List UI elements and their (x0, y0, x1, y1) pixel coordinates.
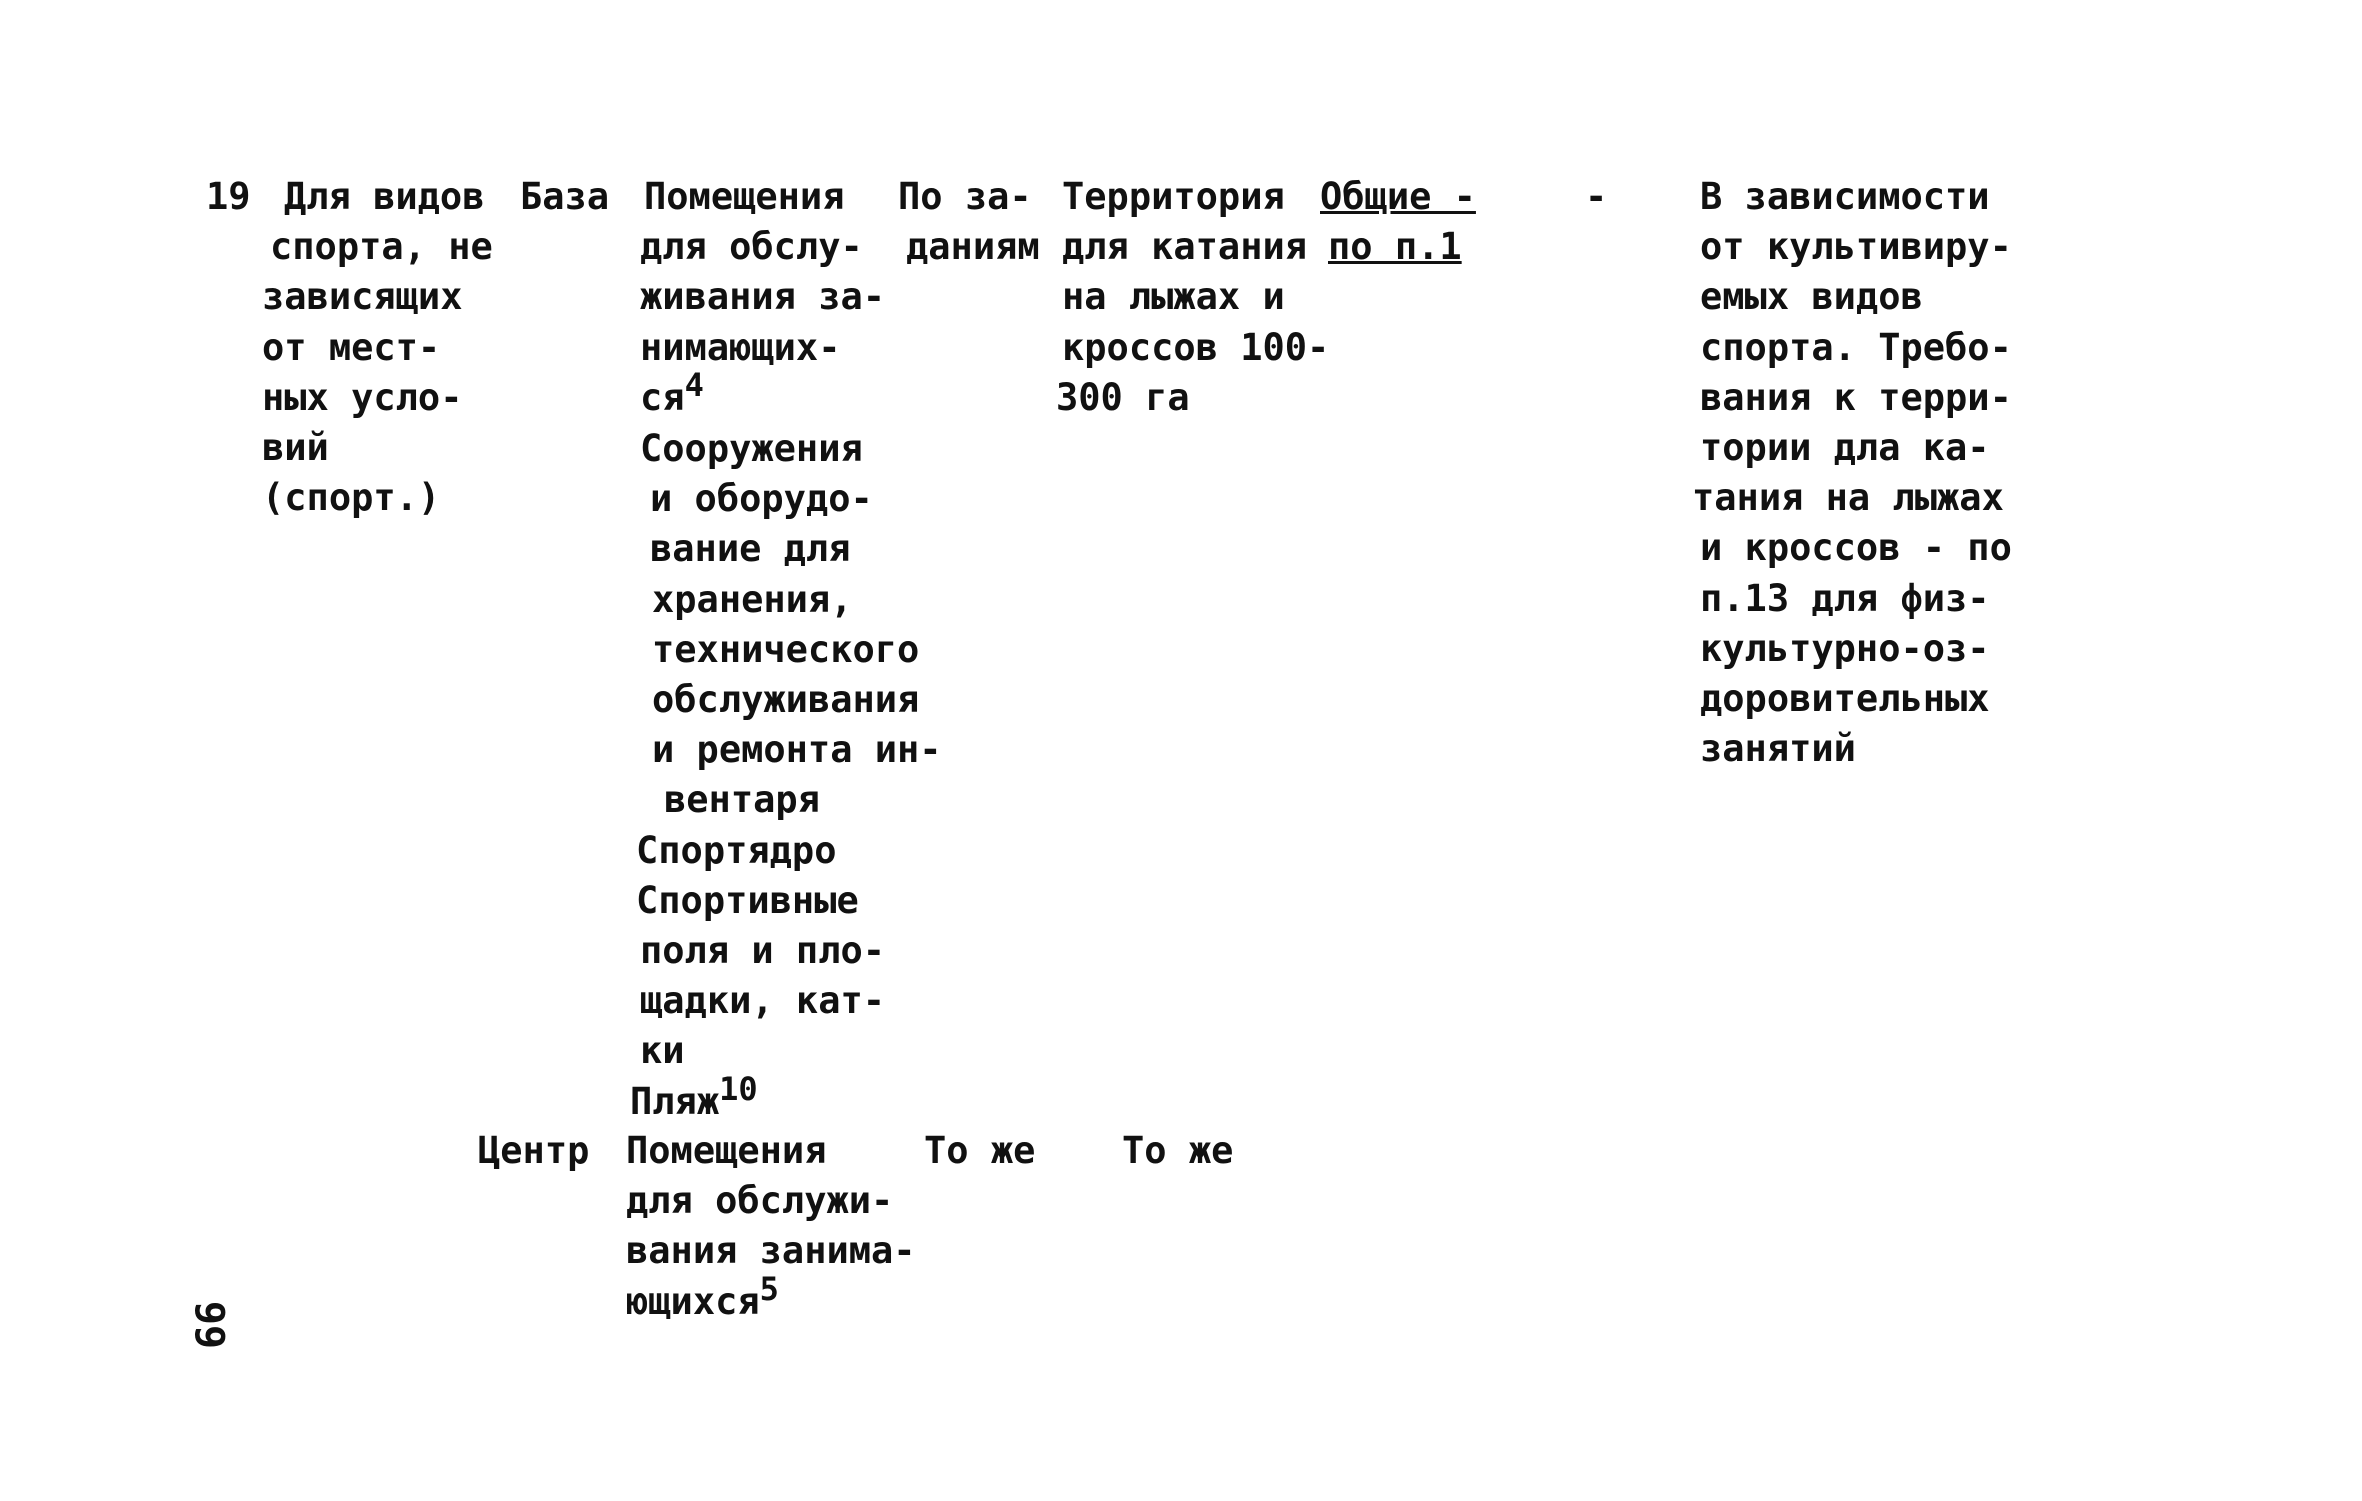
notes-line: и кроссов - по (1700, 526, 2012, 570)
page-number: 99 (186, 1300, 233, 1350)
objects-line: технического (652, 627, 920, 671)
centre-placement-text: То же (924, 1129, 1036, 1172)
footnote-marker: 5 (759, 1269, 779, 1308)
notes-column (1692, 172, 2012, 774)
objects-line (630, 1069, 942, 1128)
territory-line: 300 га (1056, 375, 1190, 419)
objects-word: Пляж (630, 1079, 720, 1123)
objects-line: вание для (650, 527, 851, 571)
objects-column (630, 172, 942, 1128)
centre-objects (626, 1126, 916, 1328)
placement-line: По за- (898, 175, 1032, 218)
objects-line: ки (640, 1029, 685, 1073)
placement-column (898, 172, 1040, 272)
notes-line: В зависимости (1700, 175, 1990, 218)
area-line (1320, 172, 1476, 222)
notes-line: вания к терри- (1700, 375, 2012, 419)
centre-territory (1122, 1126, 1233, 1176)
notes-line: емых видов (1700, 275, 1923, 319)
sport-type-line: от мест- (262, 325, 441, 369)
objects-line: поля и пло- (640, 929, 886, 973)
sport-type-line: вий (262, 426, 329, 470)
objects-line: живания за- (640, 275, 886, 319)
objects-line: Спортядро (636, 828, 837, 872)
centre-level-text: Центр (478, 1129, 590, 1172)
row-number-text: 19 (206, 175, 251, 218)
area-column (1320, 172, 1476, 272)
notes-line: спорта. Требо- (1700, 325, 2012, 369)
notes-line: тории дла ка- (1700, 426, 1990, 470)
footnote-marker: 4 (684, 365, 704, 404)
area-line (1328, 222, 1476, 272)
centre-objects-line (626, 1269, 916, 1328)
objects-line: Сооружения (640, 427, 863, 471)
centre-objects-word: ющихся (626, 1279, 760, 1323)
objects-line: нимающих- (640, 325, 841, 369)
centre-territory-text: То же (1122, 1129, 1234, 1172)
sport-type-line: Для видов (284, 175, 485, 218)
notes-line: занятий (1700, 727, 1856, 771)
objects-line: Спортивные (636, 878, 859, 922)
sport-type-line: ных усло- (262, 375, 463, 419)
centre-placement (924, 1126, 1035, 1176)
centre-objects-line: вания занима- (626, 1229, 916, 1273)
objects-line: и оборудо- (650, 477, 873, 521)
notes-line: от культивиру- (1700, 225, 2012, 269)
objects-line: щадки, кат- (640, 979, 886, 1023)
sport-type-line: зависящих (262, 275, 463, 319)
notes-line: п.13 для физ- (1700, 576, 1990, 620)
centre-level (478, 1126, 589, 1176)
centre-objects-line: для обслужи- (626, 1179, 894, 1223)
objects-line: Помещения (644, 175, 845, 218)
objects-word: ся (640, 375, 685, 419)
level-base: База (520, 175, 610, 218)
sport-type-line: спорта, не (270, 225, 493, 269)
objects-line (640, 365, 942, 424)
sport-type-column (262, 172, 493, 523)
dash-value: - (1585, 175, 1608, 218)
notes-line: тания на лыжах (1692, 476, 2004, 520)
territory-line: кроссов 100- (1062, 325, 1330, 369)
placement-line: даниям (906, 225, 1040, 269)
dash-column (1585, 172, 1607, 222)
sport-type-line: (спорт.) (262, 476, 441, 520)
footnote-marker: 10 (719, 1069, 758, 1108)
objects-line: и ремонта ин- (652, 728, 942, 772)
territory-line: Территория (1062, 175, 1285, 218)
area-general: Общие - (1320, 175, 1476, 218)
territory-line: для катания (1062, 225, 1308, 269)
row-number (206, 172, 251, 222)
centre-objects-line: Помещения (626, 1129, 827, 1172)
notes-line: доровительных (1700, 677, 1990, 721)
territory-line: на лыжах и (1062, 275, 1285, 319)
level-column (520, 172, 609, 222)
area-reference: по п.1 (1328, 225, 1462, 269)
notes-line: культурно-оз- (1700, 626, 1990, 670)
objects-line: для обслу- (640, 225, 863, 269)
objects-line: вентаря (664, 778, 820, 822)
territory-column (1056, 172, 1330, 423)
objects-line: хранения, (652, 577, 853, 621)
objects-line: обслуживания (652, 678, 920, 722)
